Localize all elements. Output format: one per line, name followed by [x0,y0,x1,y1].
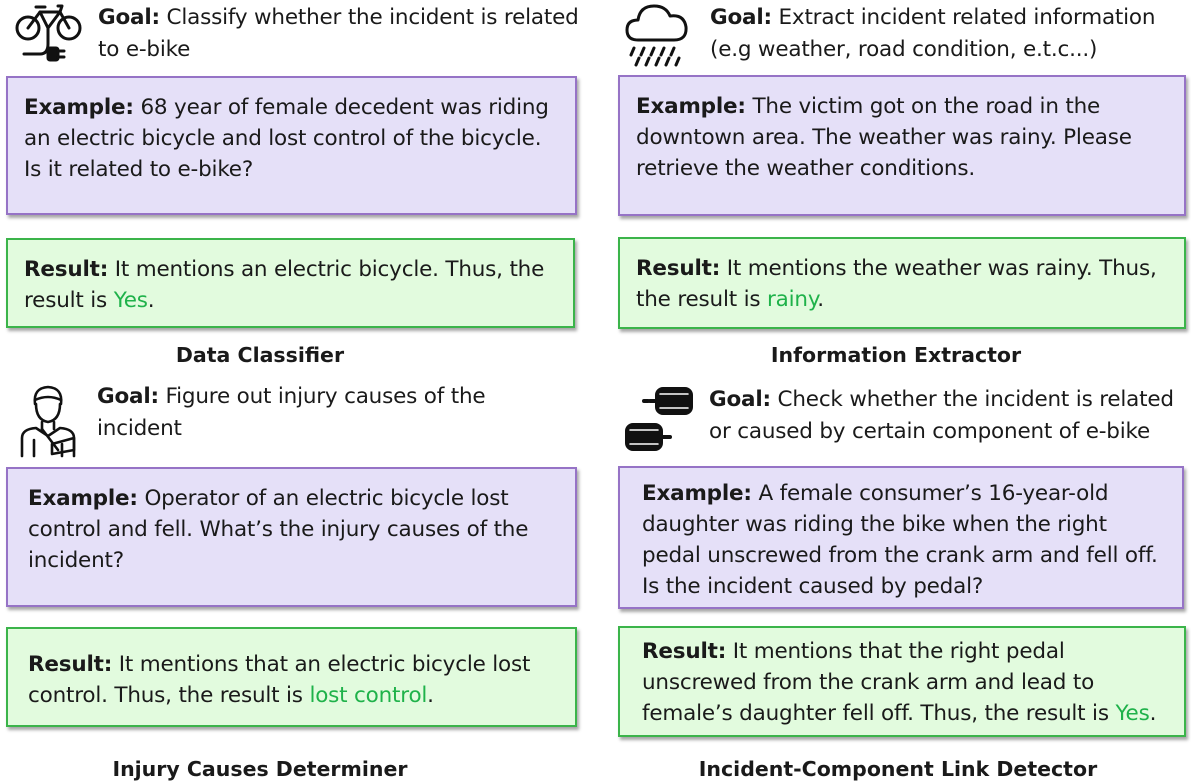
ebike-icon [14,2,84,66]
panel-caption: Information Extractor [770,343,1022,367]
rain-cloud-icon [624,0,690,68]
panel-caption: Injury Causes Determiner [112,757,408,781]
result-value: lost control [309,683,428,708]
example-box: Example: A female consumer’s 16-year-old daughter was riding the bike when the right pedal unscrewed from the crank arm and fell off. Is the incident caused by pedal? [618,466,1184,609]
panel-caption: Data Classifier [175,343,345,367]
result-box: Result: It mentions an electric bicycle. Thus, the result is Yes. [6,238,575,328]
result-box: Result: It mentions the weather was rainy. Thus, the result is rainy. [618,237,1186,329]
goal-text: Goal: Check whether the incident is related or caused by certain component of e-bike [709,387,1174,444]
result-value: Yes [113,288,148,313]
example-box: Example: The victim got on the road in the downtown area. The weather was rainy. Please retrieve the weather conditions. [618,75,1186,216]
goal-text: Goal: Classify whether the incident is related to e-bike [98,5,579,62]
goal-text: Goal: Figure out injury causes of the incident [97,384,486,441]
result-value: rainy [767,287,818,312]
panel-caption: Incident-Component Link Detector [698,757,1098,781]
goal-text: Goal: Extract incident related information (e.g weather, road condition, e.t.c...) [710,5,1156,62]
injured-person-icon [18,382,78,458]
example-box: Example: Operator of an electric bicycle lost control and fell. What’s the injury causes of the incident? [6,467,577,607]
result-value: Yes [1115,701,1150,726]
result-box: Result: It mentions that an electric bicycle lost control. Thus, the result is lost control. [6,627,577,727]
result-box: Result: It mentions that the right pedal unscrewed from the crank arm and lead to female’s daughter fell off. Thus, the result is Yes. [618,626,1186,737]
example-box: Example: 68 year of female decedent was riding an electric bicycle and lost control of the bicycle. Is it related to e-bike? [6,76,577,215]
pedal-icon [620,382,698,456]
